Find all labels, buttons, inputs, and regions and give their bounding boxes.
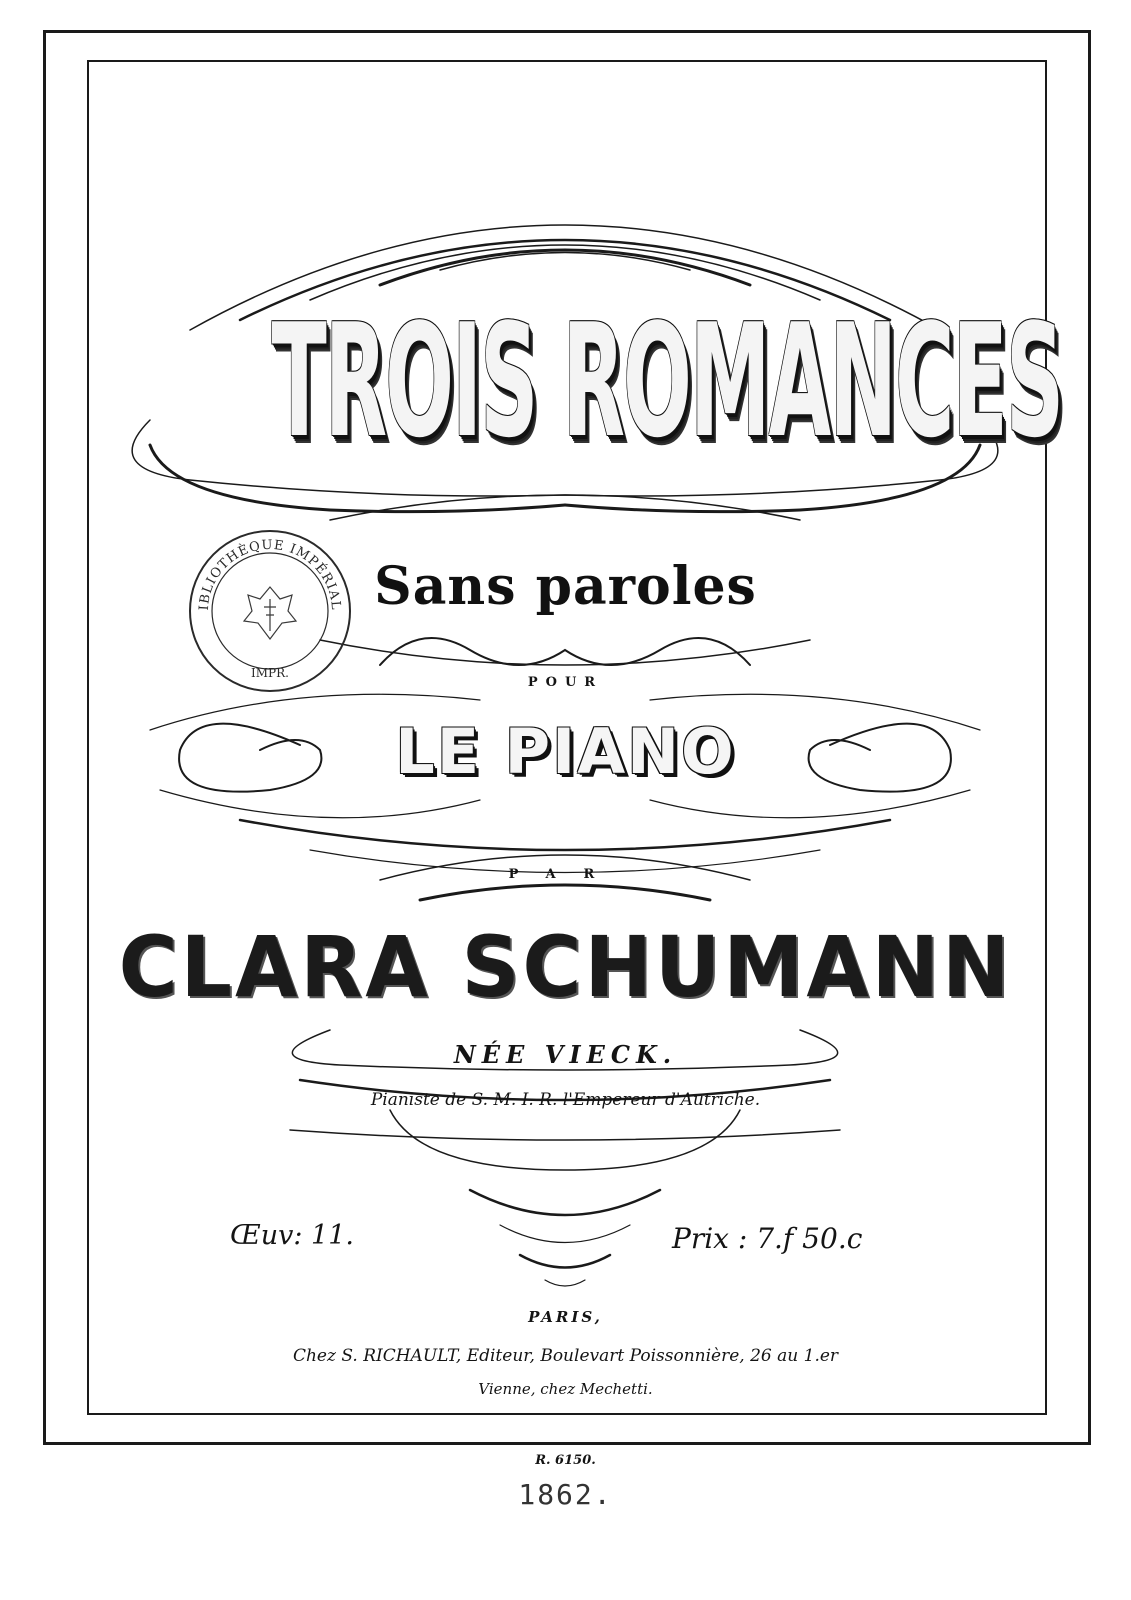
plate-number: R. 6150. [535, 1453, 596, 1468]
instrument-title: LE PIANO [395, 715, 736, 788]
maiden-name: NÉE VIECK. [453, 1040, 678, 1069]
pour-label: POUR [527, 675, 604, 690]
composer-name: CLARA SCHUMANN [118, 918, 1013, 1016]
year-stamp: 1862. [518, 1478, 613, 1511]
publisher-line: Chez S. RICHAULT, Editeur, Boulevart Poissonnière, 26 au 1.er [292, 1346, 839, 1366]
par-label: PAR [508, 867, 623, 882]
vienna-distributor: Vienne, chez Mechetti. [478, 1380, 653, 1398]
price: Prix : 7.f 50.c [672, 1222, 863, 1255]
composer-title: Pianiste de S. M. I. R. l'Empereur d'Autriche. [370, 1090, 761, 1110]
title: TROIS ROMANCES [271, 290, 1063, 472]
publisher-city: PARIS, [528, 1308, 603, 1326]
stamp-text: IBLIOTHÈQUE IMPÉRIAL [196, 537, 344, 612]
subtitle: Sans paroles [374, 556, 757, 617]
opus-number: Œuv: 11. [230, 1220, 354, 1251]
stamp-bottom-text: IMPR. [251, 666, 289, 680]
